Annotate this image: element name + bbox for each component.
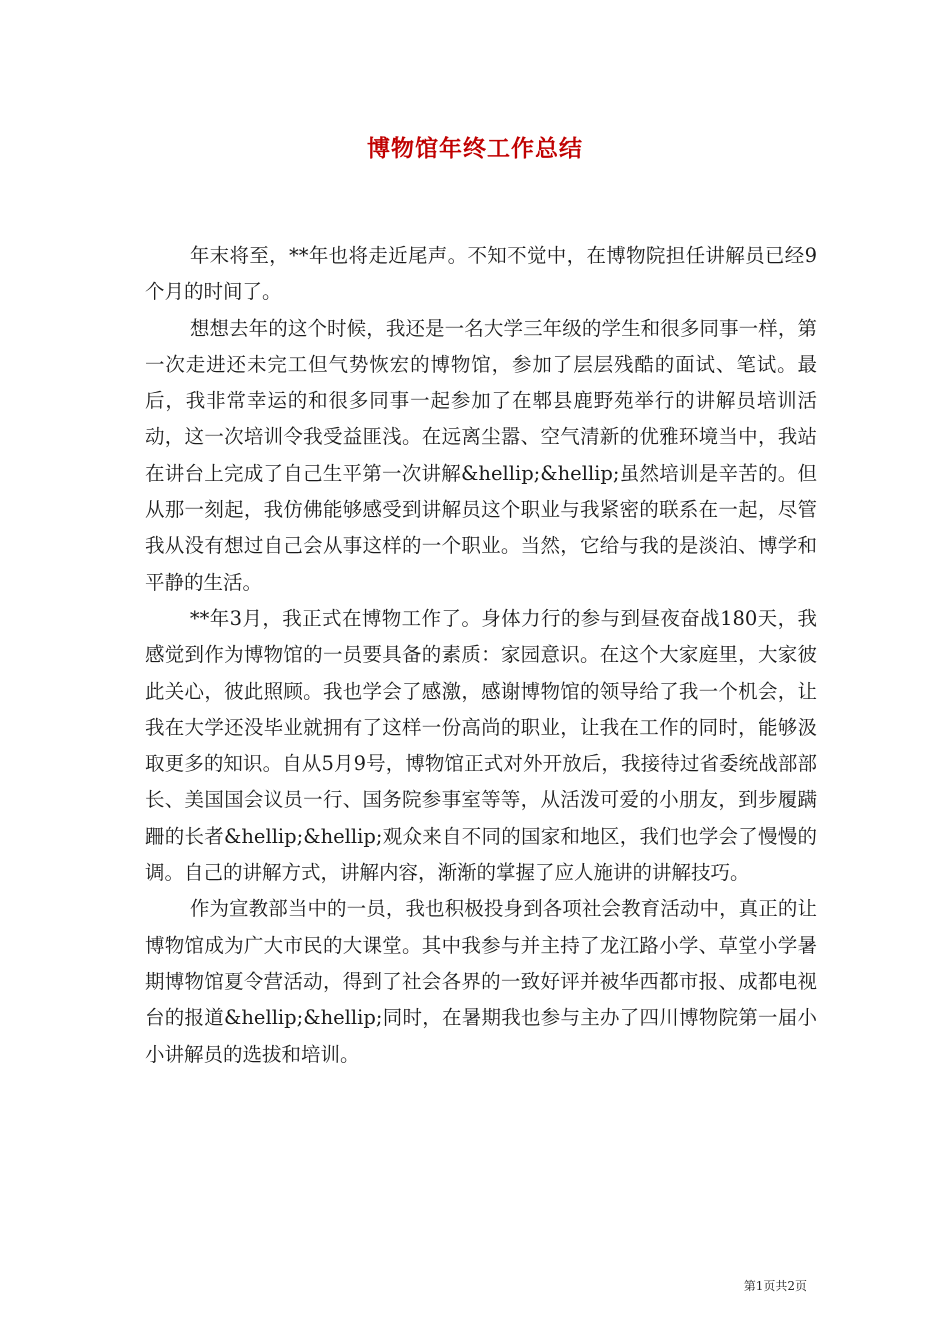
paragraph-4: 作为宣教部当中的一员，我也积极投身到各项社会教育活动中，真正的让博物馆成为广大市民的大课堂。其中我参与并主持了龙江路小学、草堂小学暑期博物馆夏令营活动，得到了社会各界的一致好评并被华西都市报、成都电视台的报道&hellip;&hellip;同时，在暑期我也参与主办了四川博物院第一届小小讲解员的选拔和培训。 <box>145 897 817 1066</box>
page-number: 第1页共2页 <box>743 1279 807 1293</box>
document-title: 博物馆年终工作总结 <box>367 135 583 162</box>
paragraph-1: 年末将至，**年也将走近尾声。不知不觉中，在博物院担任讲解员已经9个月的时间了。 <box>145 244 817 304</box>
paragraph-2: 想想去年的这个时候，我还是一名大学三年级的学生和很多同事一样，第一次走进还未完工但气势恢宏的博物馆，参加了层层残酷的面试、笔试。最后，我非常幸运的和很多同事一起参加了在郫县鹿野苑举行的讲解员培训活动，这一次培训令我受益匪浅。在远离尘嚣、空气清新的优雅环境当中，我站在讲台上完成了自己生平第一次讲解&hellip;&hellip;虽然培训是辛苦的。但从那一刻起，我仿佛能够感受到讲解员这个职业与我紧密的联系在一起，尽管我从没有想过自己会从事这样的一个职业。当然，它给与我的是淡泊、博学和平静的生活。 <box>145 316 817 594</box>
paragraph-3: **年3月，我正式在博物工作了。身体力行的参与到昼夜奋战180天，我感觉到作为博物馆的一员要具备的素质：家园意识。在这个大家庭里，大家彼此关心，彼此照顾。我也学会了感激，感谢博物馆的领导给了我一个机会，让我在大学还没毕业就拥有了这样一份高尚的职业，让我在工作的同时，能够汲取更多的知识。自从5月9号，博物馆正式对外开放后，我接待过省委统战部部长、美国国会议员一行、国务院参事室等等，从活泼可爱的小朋友，到步履蹒跚的长者&hellip;&hellip;观众来自不同的国家和地区，我们也学会了慢慢的调。自己的讲解方式，讲解内容，渐渐的掌握了应人施讲的讲解技巧。 <box>145 606 817 885</box>
document-body <box>145 238 817 1073</box>
